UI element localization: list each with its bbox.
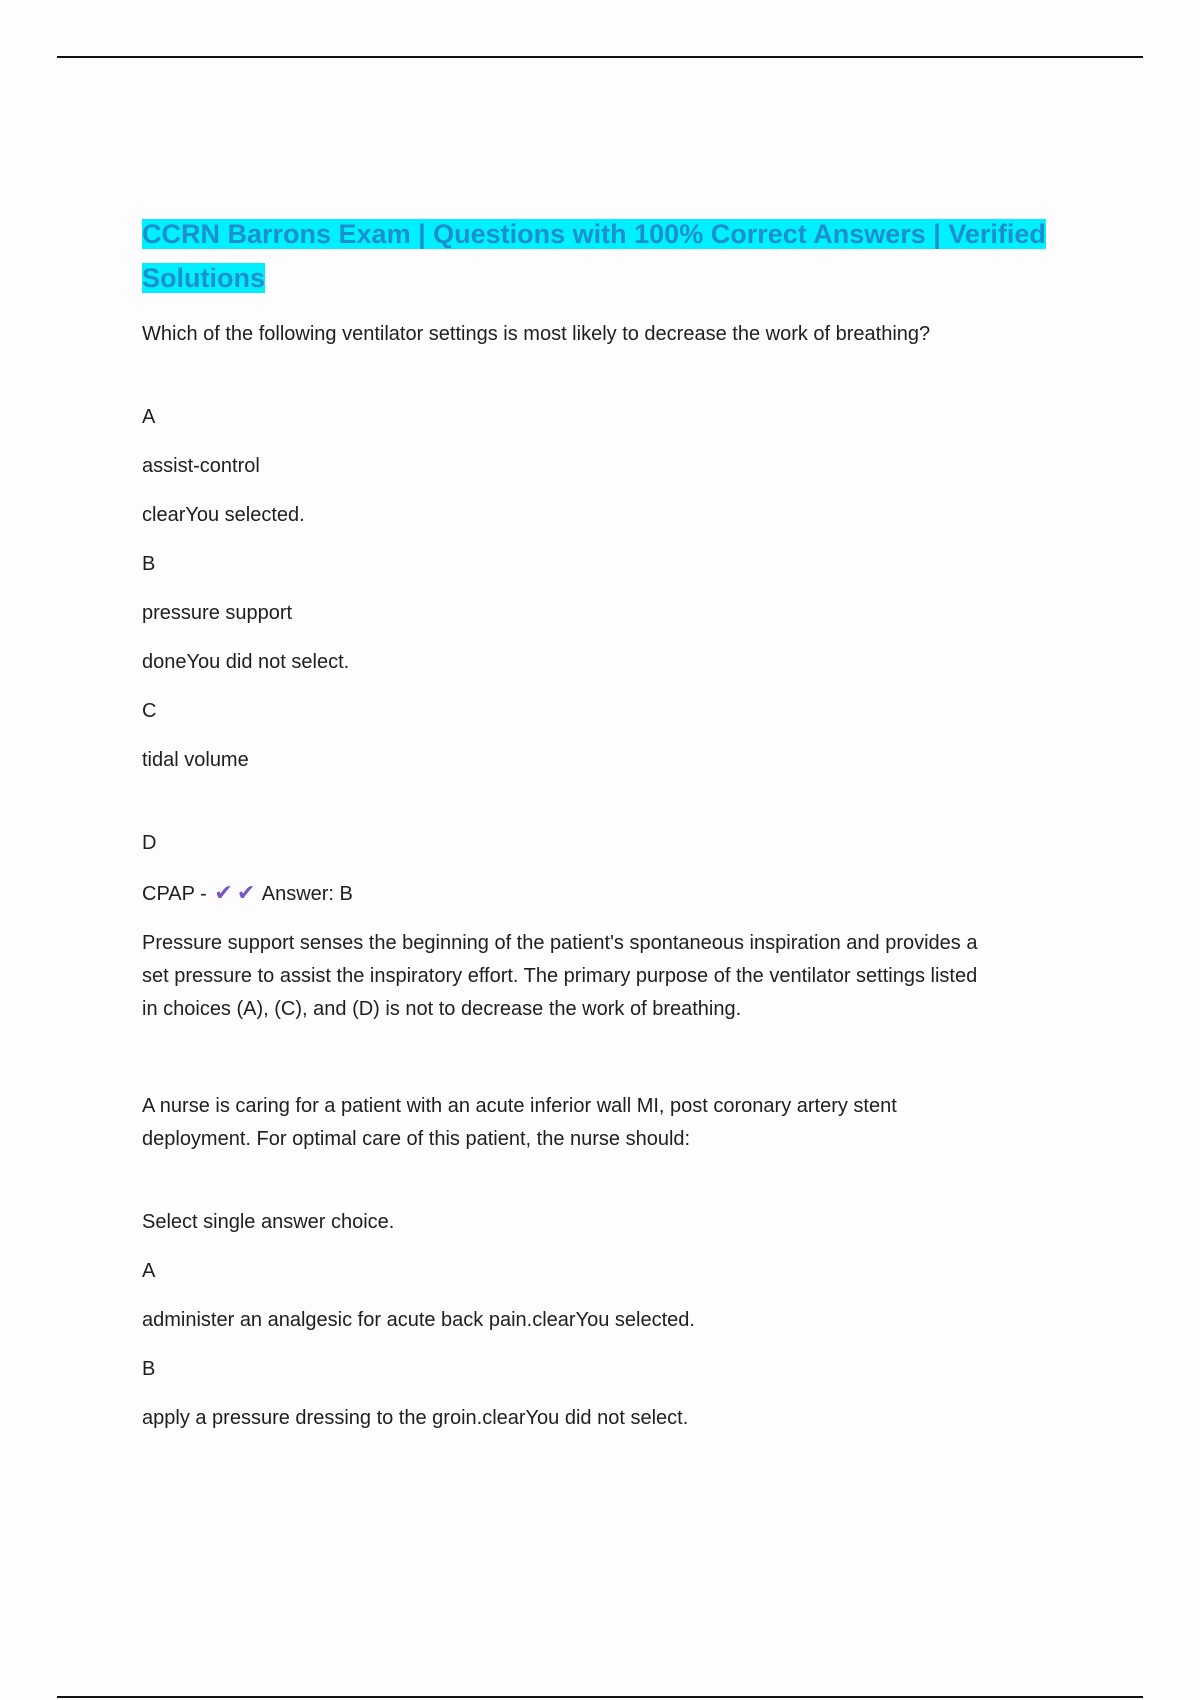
q1-option-d-text: CPAP - [142,883,207,905]
q2-question-line-1: A nurse is caring for a patient with an acute inferior wall MI, post coronary artery stent [142,1095,897,1117]
q2-option-b-letter: B [142,1358,156,1380]
q1-option-c-text: tidal volume [142,749,249,771]
document-body [142,212,1062,1435]
q2-option-a-text: administer an analgesic for acute back pain.clearYou selected. [142,1309,695,1331]
q1-rationale-line-3: in choices (A), (C), and (D) is not to decrease the work of breathing. [142,998,742,1020]
bottom-rule [57,1696,1143,1698]
q1-option-c-letter: C [142,700,157,722]
title-line-2: Solutions [142,263,265,293]
q1-rationale-line-2: set pressure to assist the inspiratory effort. The primary purpose of the ventilator settings listed [142,965,978,987]
q1-option-a-status: clearYou selected. [142,504,305,526]
check-icon: ✔ [236,880,256,905]
q1-option-b-status: doneYou did not select. [142,651,350,673]
q1-option-b-text: pressure support [142,602,293,624]
q2-option-b-text: apply a pressure dressing to the groin.clearYou did not select. [142,1407,689,1429]
top-rule [57,56,1143,58]
q2-option-a-letter: A [142,1260,156,1282]
q2-instruction: Select single answer choice. [142,1211,395,1233]
q1-answer: Answer: B [261,883,353,905]
check-icon: ✔ [214,880,233,905]
q1-answer-line [142,876,1062,911]
q1-option-d-letter: D [142,832,157,854]
q1-rationale-line-1: Pressure support senses the beginning of the patient's spontaneous inspiration and provides a [142,932,978,954]
q2-question-line-2: deployment. For optimal care of this patient, the nurse should: [142,1128,691,1150]
q1-option-a-text: assist-control [142,455,260,477]
q1-option-b-letter: B [142,553,156,575]
title-line-1: CCRN Barrons Exam | Questions with 100% Correct Answers | Verified [142,219,1046,249]
q1-option-a-letter: A [142,406,156,428]
document-title [142,212,1062,300]
q1-question: Which of the following ventilator settings is most likely to decrease the work of breathing? [142,323,931,345]
